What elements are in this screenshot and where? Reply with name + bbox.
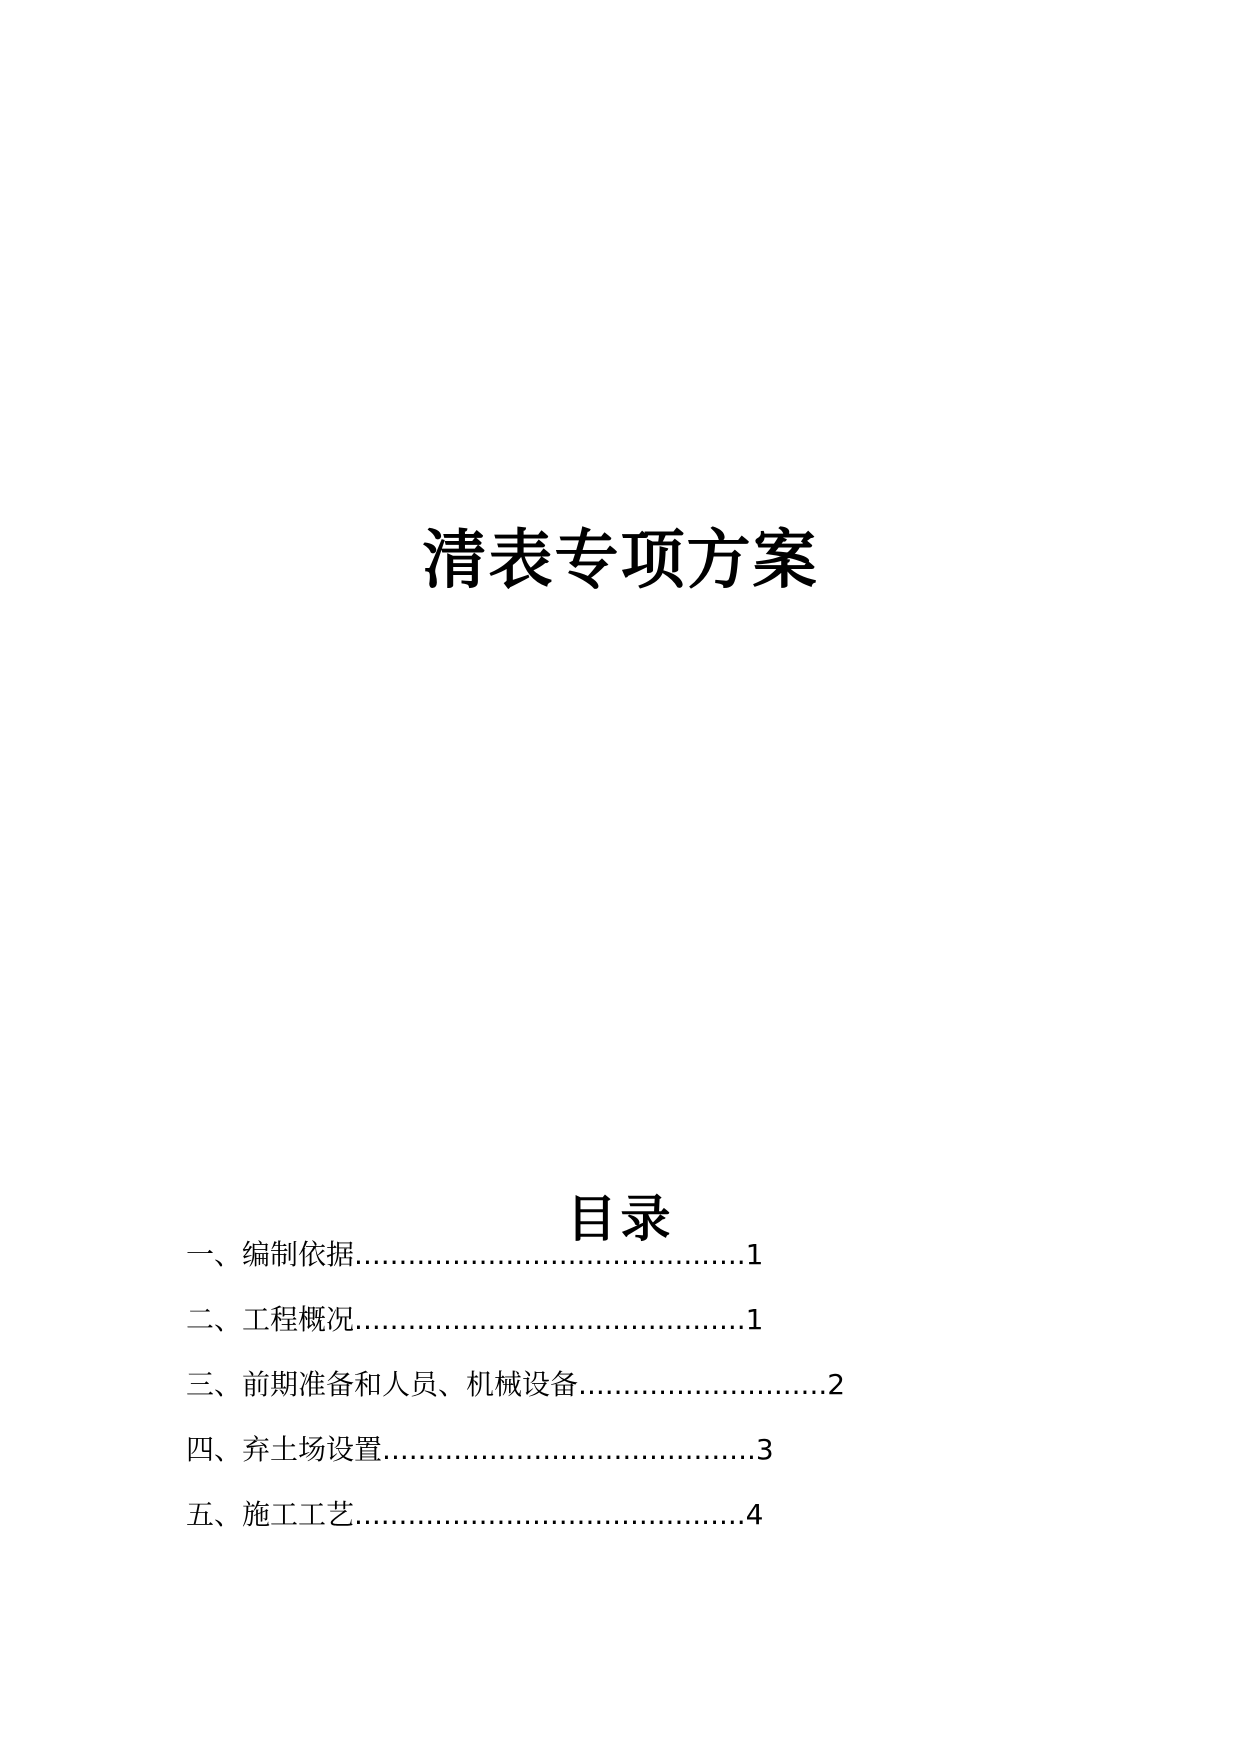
toc-item-page: 4 bbox=[745, 1498, 764, 1531]
table-of-contents bbox=[186, 1222, 845, 1547]
toc-item-page: 2 bbox=[827, 1368, 846, 1401]
toc-item-leader: .......................................... bbox=[382, 1433, 756, 1466]
toc-item-separator: 、 bbox=[214, 1238, 243, 1271]
toc-item-leader: ............................................ bbox=[354, 1238, 746, 1271]
toc-item-number: 四 bbox=[186, 1433, 215, 1466]
toc-item-2[interactable] bbox=[186, 1287, 845, 1352]
toc-item-page: 1 bbox=[745, 1238, 764, 1271]
toc-item-separator: 、 bbox=[214, 1433, 243, 1466]
toc-heading: 目录 bbox=[566, 1189, 675, 1248]
toc-item-number: 三 bbox=[186, 1368, 215, 1401]
toc-item-leader: ............................ bbox=[578, 1368, 828, 1401]
toc-item-label: 施工工艺 bbox=[242, 1498, 355, 1531]
toc-item-label: 前期准备和人员、机械设备 bbox=[242, 1368, 579, 1401]
toc-item-5[interactable] bbox=[186, 1482, 845, 1547]
toc-item-page: 1 bbox=[745, 1303, 764, 1336]
toc-item-3[interactable] bbox=[186, 1352, 845, 1417]
toc-item-page: 3 bbox=[755, 1433, 774, 1466]
toc-item-4[interactable] bbox=[186, 1417, 845, 1482]
toc-item-label: 编制依据 bbox=[242, 1238, 355, 1271]
toc-item-leader: ............................................ bbox=[354, 1498, 746, 1531]
toc-item-label: 工程概况 bbox=[242, 1303, 355, 1336]
toc-item-leader: ............................................ bbox=[354, 1303, 746, 1336]
document-title: 清表专项方案 bbox=[422, 523, 819, 598]
toc-item-number: 二 bbox=[186, 1303, 215, 1336]
toc-item-separator: 、 bbox=[214, 1368, 243, 1401]
toc-item-label: 弃土场设置 bbox=[242, 1433, 383, 1466]
toc-item-number: 五 bbox=[186, 1498, 215, 1531]
toc-item-1[interactable] bbox=[186, 1222, 845, 1287]
toc-item-number: 一 bbox=[186, 1238, 215, 1271]
toc-item-separator: 、 bbox=[214, 1498, 243, 1531]
toc-item-separator: 、 bbox=[214, 1303, 243, 1336]
